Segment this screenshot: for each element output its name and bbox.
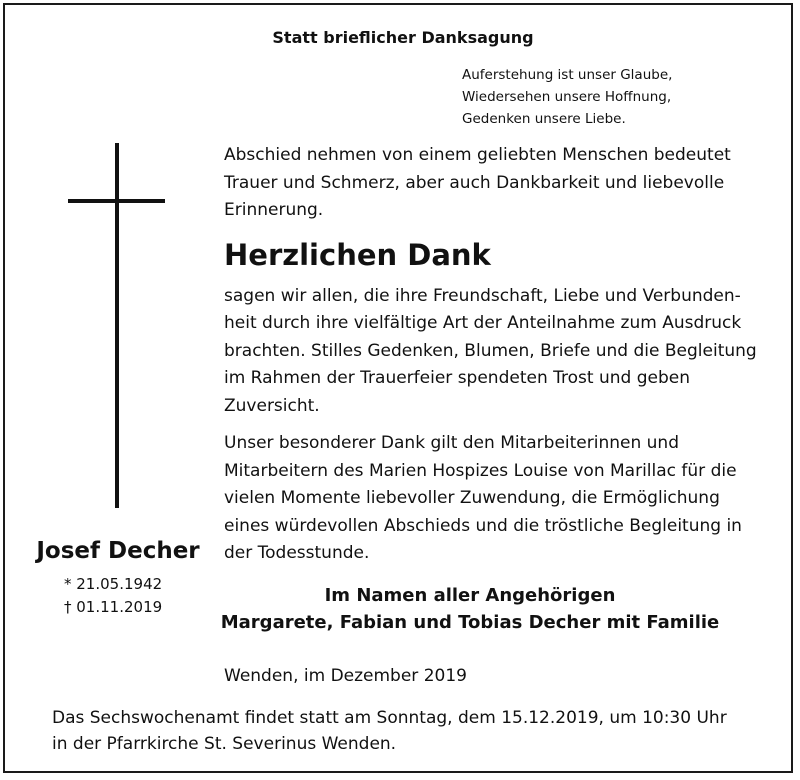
intro-line: Erinnerung. bbox=[224, 200, 324, 220]
paragraph-line: Mitarbeitern des Marien Hospizes Louise von Marillac für die bbox=[224, 460, 737, 481]
hospice-thanks-paragraph bbox=[224, 430, 764, 568]
signature-line-relatives: Im Namen aller Angehörigen bbox=[324, 585, 616, 606]
place-and-date: Wenden, im Dezember 2019 bbox=[224, 666, 467, 686]
thanks-paragraph bbox=[224, 283, 764, 421]
paragraph-line: eines würdevollen Abschieds und die tröstliche Begleitung in bbox=[224, 515, 742, 536]
birth-date: * 21.05.1942 bbox=[64, 575, 163, 593]
paragraph-line: brachten. Stilles Gedenken, Blumen, Briefe und die Begleitung bbox=[224, 340, 757, 361]
death-date: † 01.11.2019 bbox=[64, 598, 163, 616]
paragraph-line: Unser besonderer Dank gilt den Mitarbeiterinnen und bbox=[224, 433, 679, 453]
paragraph-line: sagen wir allen, die ihre Freundschaft, Liebe und Verbunden- bbox=[224, 285, 741, 306]
signature-block bbox=[190, 582, 750, 636]
cross-icon-vertical-bar bbox=[115, 143, 119, 508]
paragraph-line: Zuversicht. bbox=[224, 395, 320, 416]
intro-paragraph bbox=[224, 142, 764, 225]
notice-line: in der Pfarrkirche St. Severinus Wenden. bbox=[52, 734, 397, 754]
deceased-name: Josef Decher bbox=[36, 538, 200, 564]
paragraph-line: im Rahmen der Trauerfeier spendeten Trost und geben bbox=[224, 368, 690, 388]
document-heading bbox=[0, 28, 800, 47]
motto-line: Auferstehung ist unser Glaube, bbox=[462, 67, 673, 83]
motto-line: Wiedersehen unsere Hoffnung, bbox=[462, 89, 672, 105]
paragraph-line: der Todesstunde. bbox=[224, 543, 370, 563]
motto-verse bbox=[462, 64, 672, 130]
heading-text: Statt brieflicher Danksagung bbox=[272, 28, 534, 47]
motto-line: Gedenken unsere Liebe. bbox=[462, 111, 626, 127]
paragraph-line: vielen Momente liebevoller Zuwendung, die Ermöglichung bbox=[224, 488, 720, 508]
notice-line: Das Sechswochenamt findet statt am Sonntag, dem 15.12.2019, um 10:30 Uhr bbox=[52, 708, 727, 728]
intro-line: Trauer und Schmerz, aber auch Dankbarkeit und liebevolle bbox=[224, 172, 725, 193]
main-text bbox=[224, 142, 764, 568]
paragraph-line: heit durch ihre vielfältige Art der Anteilnahme zum Ausdruck bbox=[224, 313, 742, 333]
cross-icon-horizontal-bar bbox=[68, 199, 165, 203]
intro-line: Abschied nehmen von einem geliebten Menschen bedeutet bbox=[224, 145, 731, 165]
life-dates bbox=[64, 573, 162, 619]
thanks-heading: Herzlichen Dank bbox=[224, 237, 491, 272]
signature-line-family: Margarete, Fabian und Tobias Decher mit Familie bbox=[220, 612, 720, 633]
mass-notice bbox=[52, 705, 727, 757]
